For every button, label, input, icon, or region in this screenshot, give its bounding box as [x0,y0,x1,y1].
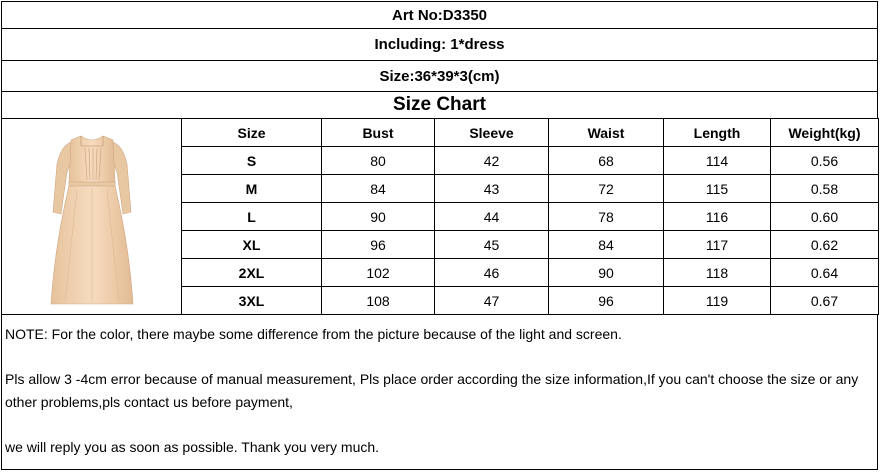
including-row [1,28,878,61]
table-header-row [182,119,879,147]
size-cell: 2XL [182,259,322,287]
size-cell: 3XL [182,287,322,315]
waist-cell: 90 [549,259,664,287]
weight-cell: 0.60 [771,203,879,231]
weight-cell: 0.64 [771,259,879,287]
table-row [182,175,879,203]
waist-cell: 84 [549,231,664,259]
column-header-sleeve: Sleeve [435,119,549,147]
bust-cell: 80 [322,147,435,175]
sleeve-cell: 47 [435,287,549,315]
dress-picture-cell [1,118,182,315]
length-cell: 118 [664,259,771,287]
weight-cell: 0.67 [771,287,879,315]
length-cell: 116 [664,203,771,231]
size-cell: XL [182,231,322,259]
art-number: Art No:D3350 [391,6,488,24]
size-cell: S [182,147,322,175]
waist-cell: 96 [549,287,664,315]
bust-cell: 108 [322,287,435,315]
length-cell: 114 [664,147,771,175]
table-row [182,147,879,175]
column-header-length: Length [664,119,771,147]
reply-note: we will reply you as soon as possible. Thank you very much. [5,439,380,455]
sleeve-cell: 45 [435,231,549,259]
table-row [182,259,879,287]
sleeve-cell: 42 [435,147,549,175]
table-row [182,203,879,231]
bust-cell: 102 [322,259,435,287]
bust-cell: 90 [322,203,435,231]
art-number-row [1,1,878,29]
weight-cell: 0.56 [771,147,879,175]
sleeve-cell: 44 [435,203,549,231]
bust-cell: 84 [322,175,435,203]
table-row [182,231,879,259]
waist-cell: 68 [549,147,664,175]
column-header-size: Size [182,119,322,147]
table-row [182,287,879,315]
dress-icon [47,124,137,309]
color-note: NOTE: For the color, there maybe some difference from the picture because of the light and screen. [5,326,622,342]
weight-cell: 0.58 [771,175,879,203]
package-size-text: Size:36*39*3(cm) [379,67,500,85]
sleeve-cell: 46 [435,259,549,287]
including-text: Including: 1*dress [374,36,505,53]
length-cell: 115 [664,175,771,203]
waist-cell: 78 [549,203,664,231]
sleeve-cell: 43 [435,175,549,203]
length-cell: 119 [664,287,771,315]
chart-title-row [1,91,878,119]
size-table [181,118,879,315]
notes-section [1,314,878,470]
length-cell: 117 [664,231,771,259]
chart-title: Size Chart [393,94,486,115]
size-cell: L [182,203,322,231]
weight-cell: 0.62 [771,231,879,259]
column-header-weight: Weight(kg) [771,119,879,147]
column-header-bust: Bust [322,119,435,147]
bust-cell: 96 [322,231,435,259]
waist-cell: 72 [549,175,664,203]
size-cell: M [182,175,322,203]
measurement-note: Pls allow 3 -4cm error because of manual measurement, Pls place order according the size information,If you can't choose the size or any other problems,pls contact us before payment, [5,371,859,410]
column-header-waist: Waist [549,119,664,147]
package-size-row [1,60,878,92]
